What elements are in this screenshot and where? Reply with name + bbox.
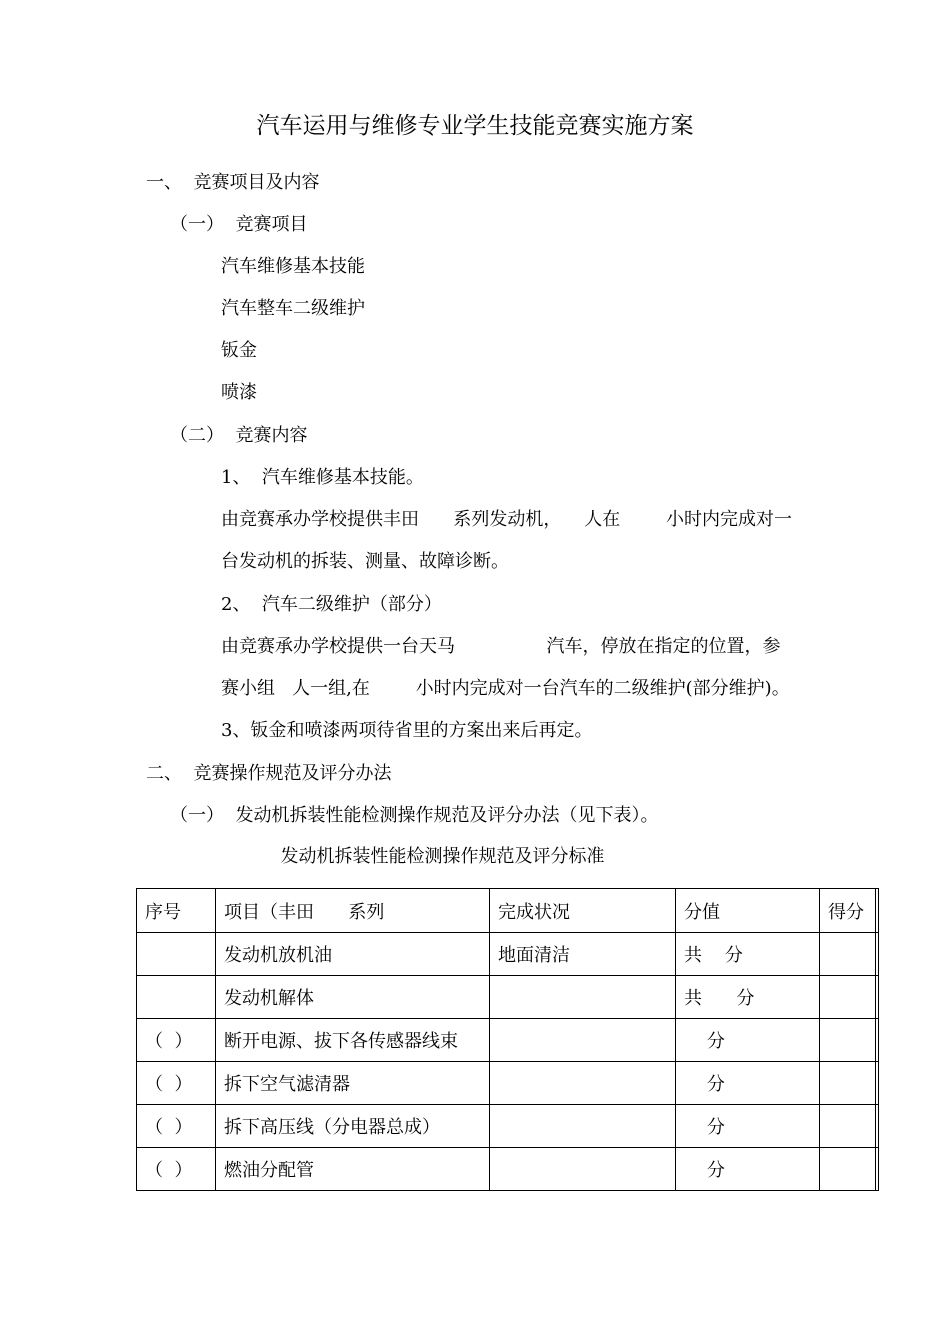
table-cell — [820, 933, 879, 976]
subsection-1-heading: （一） 竞赛项目 — [170, 214, 308, 235]
table-cell: 发动机放机油 — [216, 933, 490, 976]
table-cell — [490, 1105, 676, 1148]
section-1-heading: 一、 竞赛项目及内容 — [146, 172, 320, 193]
table-row — [137, 1148, 879, 1191]
table-cell — [137, 933, 216, 976]
subsection-2-heading: （二） 竞赛内容 — [170, 425, 308, 446]
table-cell — [490, 1019, 676, 1062]
competition-item: 汽车维修基本技能 — [221, 256, 365, 277]
document-title: 汽车运用与维修专业学生技能竞赛实施方案 — [256, 113, 694, 139]
scoring-table — [136, 888, 879, 1191]
table-row — [137, 1019, 879, 1062]
table-cell: 拆下空气滤清器 — [216, 1062, 490, 1105]
table-cell — [490, 976, 676, 1019]
table-right-border-line — [875, 888, 876, 1191]
table-cell: （ ） — [137, 1019, 216, 1062]
competition-item: 汽车整车二级维护 — [221, 298, 365, 319]
content-item-1-heading: 1、 汽车维修基本技能。 — [221, 467, 424, 488]
table-cell — [820, 1062, 879, 1105]
table-cell: 共 分 — [676, 976, 820, 1019]
table-row — [137, 1105, 879, 1148]
section-2-subsection-1-heading: （一） 发动机拆装性能检测操作规范及评分办法（见下表）。 — [170, 805, 659, 826]
table-header-cell: 分值 — [676, 889, 820, 933]
content-item-1-text: 由竞赛承办学校提供丰田 系列发动机， 人在 小时内完成对一 — [221, 509, 792, 530]
table-cell — [820, 1019, 879, 1062]
table-row — [137, 976, 879, 1019]
table-cell: 分 — [676, 1019, 820, 1062]
table-cell: 分 — [676, 1105, 820, 1148]
table-cell — [820, 976, 879, 1019]
table-cell — [820, 1105, 879, 1148]
table-cell: 拆下高压线（分电器总成） — [216, 1105, 490, 1148]
table-cell: （ ） — [137, 1105, 216, 1148]
competition-item: 钣金 — [221, 340, 257, 361]
table-row — [137, 1062, 879, 1105]
table-cell: 燃油分配管 — [216, 1148, 490, 1191]
table-cell — [137, 976, 216, 1019]
content-item-2-heading: 2、 汽车二级维护（部分） — [221, 594, 442, 615]
table-cell: 地面清洁 — [490, 933, 676, 976]
table-header-cell: 项目（丰田 系列 — [216, 889, 490, 933]
table-cell — [490, 1148, 676, 1191]
table-row — [137, 933, 879, 976]
table-cell: 发动机解体 — [216, 976, 490, 1019]
table-cell: 分 — [676, 1062, 820, 1105]
content-item-2-text: 由竞赛承办学校提供一台天马 汽车，停放在指定的位置，参 — [221, 636, 781, 657]
table-cell: 断开电源、拔下各传感器线束 — [216, 1019, 490, 1062]
table-cell: 共 分 — [676, 933, 820, 976]
table-header-row — [137, 889, 879, 933]
table-header-cell: 完成状况 — [490, 889, 676, 933]
table-cell: （ ） — [137, 1062, 216, 1105]
table-cell: （ ） — [137, 1148, 216, 1191]
table-cell — [490, 1062, 676, 1105]
table-header-cell: 序号 — [137, 889, 216, 933]
content-item-2-text: 赛小组 人一组,在 小时内完成对一台汽车的二级维护(部分维护)。 — [221, 678, 790, 699]
content-item-1-text: 台发动机的拆装、测量、故障诊断。 — [221, 551, 509, 572]
competition-item: 喷漆 — [221, 382, 257, 403]
table-cell — [820, 1148, 879, 1191]
table-cell: 分 — [676, 1148, 820, 1191]
section-2-heading: 二、 竞赛操作规范及评分办法 — [146, 763, 392, 784]
table-header-cell: 得分 — [820, 889, 879, 933]
content-item-3-text: 3、钣金和喷漆两项待省里的方案出来后再定。 — [221, 720, 593, 741]
table-title: 发动机拆装性能检测操作规范及评分标准 — [280, 846, 605, 867]
